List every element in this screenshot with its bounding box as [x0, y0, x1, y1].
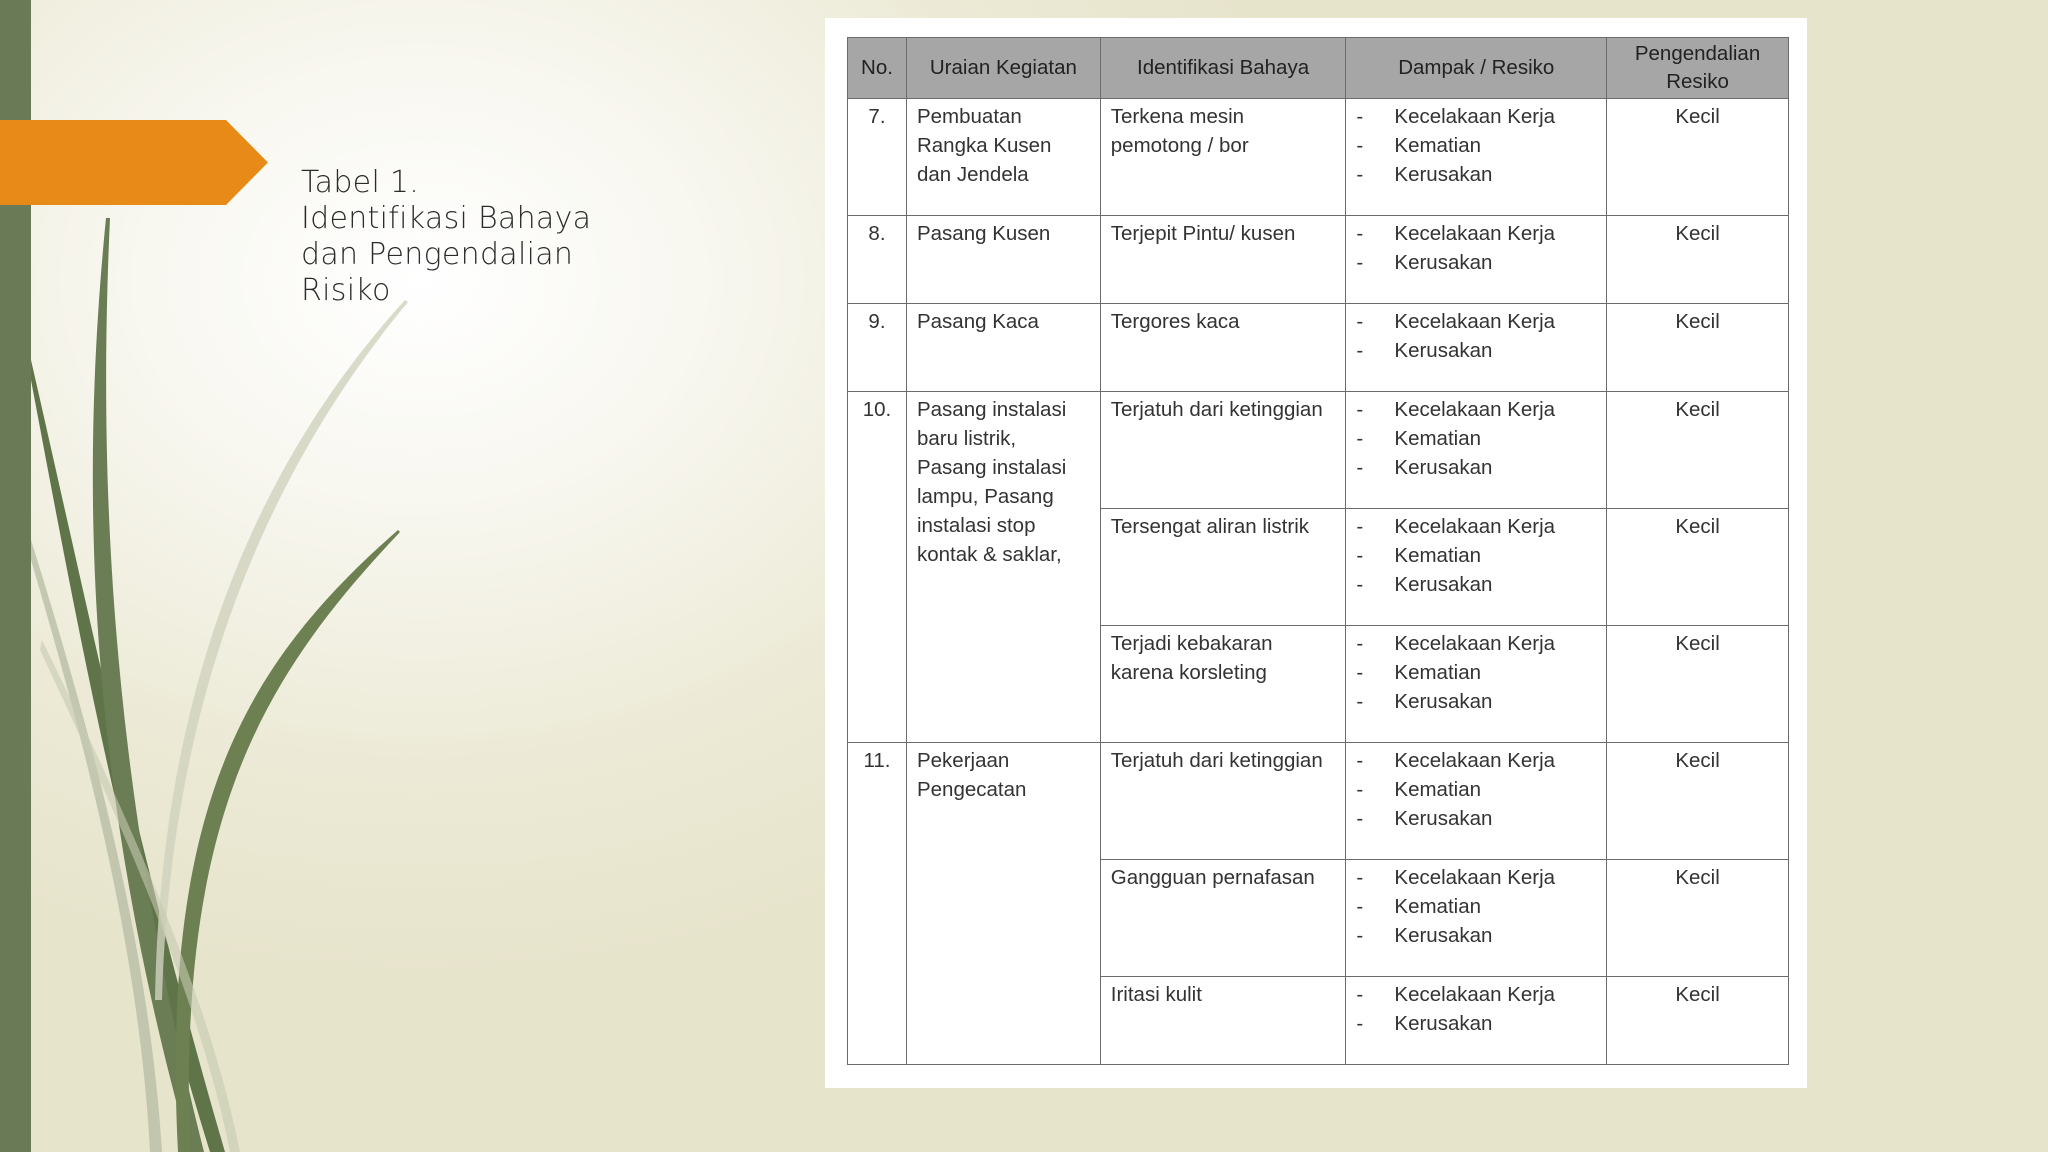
table-row	[848, 304, 1789, 392]
impact-cell	[1346, 216, 1607, 304]
hazard-cell: Terjadi kebakaran karena korsleting	[1100, 626, 1346, 743]
control-cell: Kecil	[1607, 860, 1789, 977]
impact-item: - Kematian	[1356, 895, 1481, 918]
control-cell: Kecil	[1607, 216, 1789, 304]
impact-cell	[1346, 860, 1607, 977]
impact-cell	[1346, 509, 1607, 626]
activity-cell: Pasang Kusen	[906, 216, 1100, 304]
impact-item: - Kerusakan	[1356, 339, 1493, 362]
hazard-table	[847, 37, 1789, 1065]
table-row	[848, 743, 1789, 860]
hazard-cell: Terjepit Pintu/ kusen	[1100, 216, 1346, 304]
impact-item: - Kematian	[1356, 661, 1481, 684]
row-number: 7.	[848, 99, 907, 216]
impact-cell	[1346, 392, 1607, 509]
header-no: No.	[848, 38, 907, 99]
hazard-cell: Terjatuh dari ketinggian	[1100, 743, 1346, 860]
table-card	[825, 18, 1807, 1088]
hazard-cell: Terjatuh dari ketinggian	[1100, 392, 1346, 509]
impact-item: - Kerusakan	[1356, 456, 1493, 479]
impact-item: - Kerusakan	[1356, 690, 1493, 713]
control-cell: Kecil	[1607, 977, 1789, 1065]
control-cell: Kecil	[1607, 304, 1789, 392]
control-cell: Kecil	[1607, 743, 1789, 860]
impact-item: - Kecelakaan Kerja	[1356, 222, 1556, 245]
impact-item: - Kerusakan	[1356, 251, 1493, 274]
table-row	[848, 392, 1789, 509]
table-row	[848, 216, 1789, 304]
impact-item: - Kecelakaan Kerja	[1356, 398, 1556, 421]
impact-item: - Kerusakan	[1356, 573, 1493, 596]
activity-cell: Pasang Kaca	[906, 304, 1100, 392]
orange-arrow-shape	[0, 120, 268, 205]
table-header-row	[848, 38, 1789, 99]
impact-cell	[1346, 626, 1607, 743]
hazard-cell: Gangguan pernafasan	[1100, 860, 1346, 977]
control-cell: Kecil	[1607, 392, 1789, 509]
impact-item: - Kecelakaan Kerja	[1356, 105, 1556, 128]
impact-item: - Kecelakaan Kerja	[1356, 983, 1556, 1006]
impact-item: - Kerusakan	[1356, 1012, 1493, 1035]
impact-cell	[1346, 743, 1607, 860]
hazard-cell: Terkena mesin pemotong / bor	[1100, 99, 1346, 216]
activity-cell: Pembuatan Rangka Kusen dan Jendela	[906, 99, 1100, 216]
control-cell: Kecil	[1607, 99, 1789, 216]
slide-title: Tabel 1. Identifikasi Bahaya dan Pengendalian Risiko	[301, 165, 592, 308]
impact-item: - Kecelakaan Kerja	[1356, 866, 1556, 889]
impact-cell	[1346, 304, 1607, 392]
impact-item: - Kerusakan	[1356, 924, 1493, 947]
activity-cell: Pasang instalasi baru listrik, Pasang instalasi lampu, Pasang instalasi stop kontak & saklar,	[906, 392, 1100, 743]
header-control: Pengendalian Resiko	[1607, 38, 1789, 99]
control-cell: Kecil	[1607, 509, 1789, 626]
row-number: 9.	[848, 304, 907, 392]
impact-item: - Kerusakan	[1356, 163, 1493, 186]
row-number: 10.	[848, 392, 907, 743]
hazard-cell: Tersengat aliran listrik	[1100, 509, 1346, 626]
row-number: 11.	[848, 743, 907, 1065]
hazard-cell: Iritasi kulit	[1100, 977, 1346, 1065]
impact-item: - Kematian	[1356, 778, 1481, 801]
impact-item: - Kematian	[1356, 427, 1481, 450]
impact-item: - Kecelakaan Kerja	[1356, 515, 1556, 538]
impact-cell	[1346, 977, 1607, 1065]
row-number: 8.	[848, 216, 907, 304]
header-hazard: Identifikasi Bahaya	[1100, 38, 1346, 99]
control-cell: Kecil	[1607, 626, 1789, 743]
impact-item: - Kecelakaan Kerja	[1356, 310, 1556, 333]
impact-item: - Kematian	[1356, 134, 1481, 157]
impact-item: - Kecelakaan Kerja	[1356, 632, 1556, 655]
impact-item: - Kecelakaan Kerja	[1356, 749, 1556, 772]
impact-item: - Kematian	[1356, 544, 1481, 567]
impact-item: - Kerusakan	[1356, 807, 1493, 830]
table-row	[848, 99, 1789, 216]
activity-cell: Pekerjaan Pengecatan	[906, 743, 1100, 1065]
header-activity: Uraian Kegiatan	[906, 38, 1100, 99]
hazard-cell: Tergores kaca	[1100, 304, 1346, 392]
header-impact: Dampak / Resiko	[1346, 38, 1607, 99]
table-body	[848, 99, 1789, 1065]
impact-cell	[1346, 99, 1607, 216]
